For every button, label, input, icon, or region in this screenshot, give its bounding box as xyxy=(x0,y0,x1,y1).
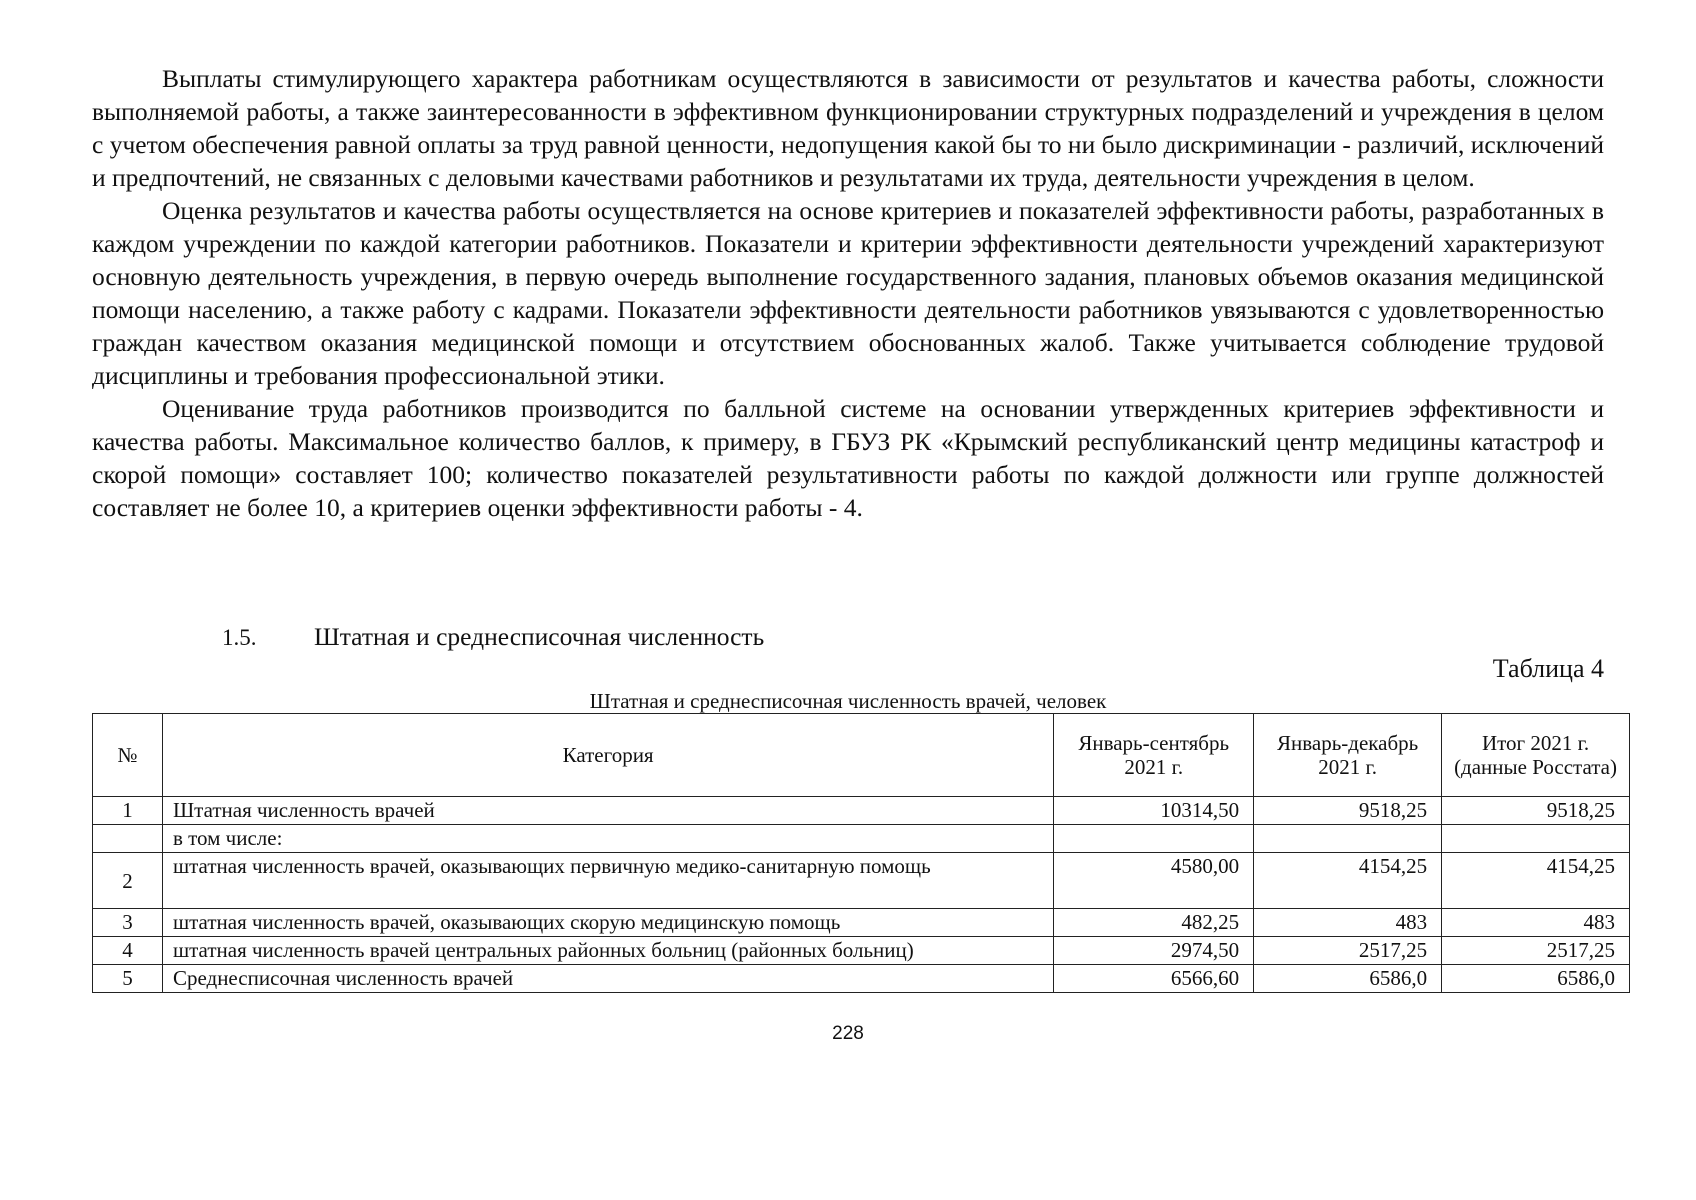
row-rosstat: 4154,25 xyxy=(1442,853,1630,909)
table-row xyxy=(93,853,1630,909)
page-number: 228 xyxy=(832,1023,864,1044)
section-number: 1.5. xyxy=(222,625,257,650)
row-jan-dec: 2517,25 xyxy=(1254,937,1442,965)
row-jan-dec: 483 xyxy=(1254,909,1442,937)
header-num: № xyxy=(93,714,163,797)
table-label: Таблица 4 xyxy=(1492,654,1604,683)
body-text xyxy=(92,62,1604,524)
table-row xyxy=(93,937,1630,965)
staffing-table xyxy=(92,713,1630,993)
header-jan-dec: Январь-декабрь 2021 г. xyxy=(1254,714,1442,797)
row-rosstat: 9518,25 xyxy=(1442,797,1630,825)
section-heading xyxy=(222,620,764,654)
table-row xyxy=(93,797,1630,825)
paragraph-1: Выплаты стимулирующего характера работникам осуществляются в зависимости от результатов и качества работы, сложности выполняемой работы, а также заинтересованности в эффективном функционировании структурных подразделений и учреждения в целом с учетом обеспечения равной оплаты за труд равной ценности, недопущения какой бы то ни было дискриминации - различий, исключений и предпочтений, не связанных с деловыми качествами работников и результатами их труда, деятельности учреждения в целом. xyxy=(92,64,1604,192)
table-row xyxy=(93,825,1630,853)
row-rosstat: 2517,25 xyxy=(1442,937,1630,965)
row-rosstat: 483 xyxy=(1442,909,1630,937)
row-rosstat: 6586,0 xyxy=(1442,965,1630,993)
row-category: штатная численность врачей, оказывающих скорую медицинскую помощь xyxy=(162,909,1053,937)
row-jan-sep: 2974,50 xyxy=(1054,937,1254,965)
header-rosstat: Итог 2021 г. (данные Росстата) xyxy=(1442,714,1630,797)
row-num: 1 xyxy=(93,797,163,825)
row-jan-sep xyxy=(1054,825,1254,853)
header-jan-sep: Январь-сентябрь 2021 г. xyxy=(1054,714,1254,797)
row-jan-sep: 10314,50 xyxy=(1054,797,1254,825)
row-num xyxy=(93,825,163,853)
row-category: штатная численность врачей центральных районных больниц (районных больниц) xyxy=(162,937,1053,965)
table-caption: Штатная и среднесписочная численность врачей, человек xyxy=(589,689,1107,713)
paragraph-2: Оценка результатов и качества работы осуществляется на основе критериев и показателей эффективности работы, разработанных в каждом учреждении по каждой категории работников. Показатели и критерии эффективности деятельности учреждений характеризуют основную деятельность учреждения, в первую очередь выполнение государственного задания, плановых объемов оказания медицинской помощи населению, а также работу с кадрами. Показатели эффективности деятельности работников увязываются с удовлетворенностью граждан качеством оказания медицинской помощи и отсутствием обоснованных жалоб. Также учитывается соблюдение трудовой дисциплины и требования профессиональной этики. xyxy=(92,196,1604,390)
header-category: Категория xyxy=(162,714,1053,797)
row-category: Среднесписочная численность врачей xyxy=(162,965,1053,993)
row-jan-sep: 6566,60 xyxy=(1054,965,1254,993)
row-jan-dec: 9518,25 xyxy=(1254,797,1442,825)
row-category: в том числе: xyxy=(162,825,1053,853)
row-category: штатная численность врачей, оказывающих первичную медико-санитарную помощь xyxy=(162,853,1053,909)
row-jan-sep: 4580,00 xyxy=(1054,853,1254,909)
table-row xyxy=(93,965,1630,993)
row-jan-sep: 482,25 xyxy=(1054,909,1254,937)
table-header-row xyxy=(93,714,1630,797)
row-jan-dec: 4154,25 xyxy=(1254,853,1442,909)
row-num: 3 xyxy=(93,909,163,937)
row-jan-dec: 6586,0 xyxy=(1254,965,1442,993)
row-rosstat xyxy=(1442,825,1630,853)
row-num: 4 xyxy=(93,937,163,965)
paragraph-3: Оценивание труда работников производится по балльной системе на основании утвержденных критериев эффективности и качества работы. Максимальное количество баллов, к примеру, в ГБУЗ РК «Крымский республиканский центр медицины катастроф и скорой помощи» составляет 100; количество показателей результативности работы по каждой должности или группе должностей составляет не более 10, а критериев оценки эффективности работы - 4. xyxy=(92,394,1604,522)
row-num: 5 xyxy=(93,965,163,993)
row-category: Штатная численность врачей xyxy=(162,797,1053,825)
row-jan-dec xyxy=(1254,825,1442,853)
row-num: 2 xyxy=(93,853,163,909)
table-row xyxy=(93,909,1630,937)
section-title: Штатная и среднесписочная численность xyxy=(314,622,765,651)
